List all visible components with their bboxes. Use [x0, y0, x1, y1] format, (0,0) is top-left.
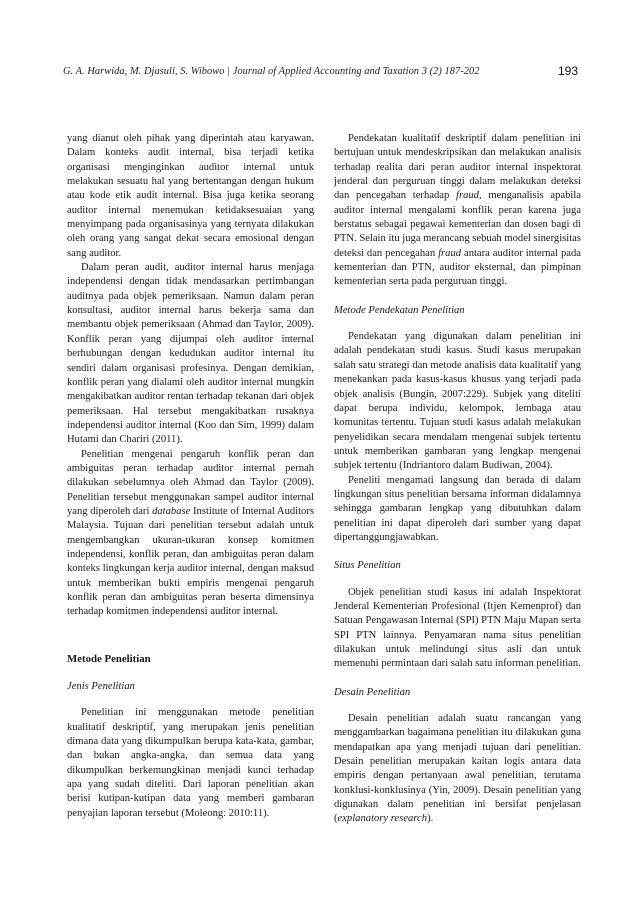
paragraph: yang dianut oleh pihak yang diperintah atau karyawan. Dalam konteks audit internal, bisa terjadi ketika organisasi menginginkan auditor internal untuk melakukan sesuatu hal yang bertentangan dengan hukum atau kode etik audit internal. Bisa juga ketika seorang auditor internal menemukan ketidaksesuaian yang menyimpang pada organisasinya yang ternyata dilakukan oleh orang yang sangat dekat secara emosional dengan sang auditor. — [67, 133, 314, 259]
paragraph: Dalam peran audit, auditor internal harus menjaga independensi dengan tidak mendasarkan pertimbangan auditnya pada objek pemeriksaan. Namun dalam peran konsultasi, auditor internal harus bekerja sama dan membantu objek pemeriksaan (Ahmad dan Taylor, 2009). Konflik peran yang dijumpai oleh auditor internal berhubungan dengan kedudukan auditor internal itu sendiri dalam organisasi profesinya. Dengan demikian, konflik peran yang dialami oleh auditor internal mungkin mengakibatkan auditor rentan terhadap tekanan dari objek pemeriksaan. Hal tersebut mengakibatkan rusaknya independensi auditor internal (Koo dan Sim, 1999) dalam Hutami dan Chariri (2011). — [67, 262, 314, 446]
page-number: 193 — [557, 64, 578, 78]
running-head: G. A. Harwida, M. Djasuli, S. Wibowo | Journal of Applied Accounting and Taxation 3 (2) 187-202 — [63, 66, 480, 77]
paragraph: Peneliti mengamati langsung dan berada di dalam lingkungan situs penelitian bersama informan didalamnya sehingga gambaran lengkap yang dibutuhkan dalam penelitian ini dapat diperoleh dari sumber yang dapat dipertanggungjawabkan. — [334, 474, 581, 543]
paragraph: Pendekatan yang digunakan dalam penelitian ini adalah pendekatan studi kasus. Studi kasus merupakan salah satu strategi dan metode analisis data kualitatif yang menekankan pada kasus-kasus khusus yang terjadi pada objek analisis (Bungin, 2007:229). Subjek yang diteliti dapat berupa individu, kelompok, lembaga atau komunitas tertentu. Tujuan studi kasus adalah melakukan penyelidikan secara mendalam mengenai subjek tertentu untuk memberikan gambaran yang lengkap mengenai subjek tertentu (Indriantoro dalam Budiwan, 2004). — [334, 331, 581, 472]
paragraph: Penelitian mengenai pengaruh konflik peran dan ambiguitas peran terhadap auditor internal pernah dilakukan sebelumnya oleh Ahmad dan Taylor (2009). Penelitian tersebut menggunakan sampel auditor internal yang diperoleh dari database Institute of Internal Auditors Malaysia. Tujuan dari penelitian tersebut adalah untuk mengembangkan ukuran-ukuran konsep komitmen independensi, konflik peran, dan ambiguitas peran dalam konteks lingkungan kerja auditor internal, dengan maksud untuk memberikan bukti empiris mengenai pengaruh konflik peran dan ambiguitas peran beserta dimensinya terhadap komitmen independensi auditor internal. — [67, 448, 314, 618]
paragraph: Penelitian ini menggunakan metode penelitian kualitatif deskriptif, yang merupakan jenis penelitian dimana data yang dikumpulkan berupa kata-kata, gambar, dan bukan angka-angka, dan semua data yang dikumpulkan berkemungkinan menjadi kunci terhadap apa yang sudah diteliti. Dari laporan penelitian akan berisi kutipan-kutipan data yang memberi gambaran penyajian laporan tersebut (Moleong: 2010:11). — [67, 707, 314, 819]
paragraph: Pendekatan kualitatif deskriptif dalam penelitian ini bertujuan untuk mendeskripsikan dan melakukan analisis terhadap realita dari peran auditor internal inspektorat jenderal dan perguruan tinggi dalam melakukan deteksi dan pencegahan terhadap fraud, menganalisis apabila auditor internal mengalami konflik peran karena juga berstatus sebagai pegawai kementerian dan dosen bagi di PTN. Selain itu juga merancang sebuah model sinergisitas deteksi dan pencegahan fraud antara auditor internal pada kementerian dan PTN, auditor eksternal, dan pimpinan kementerian serta pada perguruan tinggi. — [334, 133, 582, 288]
section-heading: Metode Penelitian — [67, 652, 151, 665]
emphasis: fraud — [438, 247, 462, 259]
right-column — [334, 132, 581, 827]
emphasis: explanatory research — [337, 813, 428, 825]
paragraph: Objek penelitian studi kasus ini adalah Inspektorat Jenderal Kementerian Profesional (Itjen Kemenprof) dan Satuan Pengawasan Internal (SPI) PTN Maju Mapan serta SPI PTN lainnya. Penyamaran nama situs penelitian dilakukan untuk melindungi situs asli dan untuk memenuhi permintaan dari salah satu informan penelitian. — [334, 586, 581, 670]
emphasis: fraud — [456, 190, 479, 202]
left-column — [67, 132, 314, 821]
subsection-heading: Jenis Penelitian — [67, 681, 135, 693]
subsection-heading: Metode Pendekatan Penelitian — [334, 304, 465, 316]
paragraph: Desain penelitian adalah suatu rancangan yang menggambarkan bagaimana penelitian itu dilakukan guna mendapatkan apa yang menjadi tujuan dari penelitian. Desain penelitian merupakan kaitan logis antara data empiris dengan pertanyaan awal penelitian, terutama konklusi-konklusinya (Yin, 2009). Desain penelitian yang digunakan dalam penelitian ini bersifat penjelasan (explanatory research). — [334, 713, 581, 825]
subsection-heading: Desain Penelitian — [334, 686, 411, 698]
emphasis: database — [152, 505, 191, 517]
running-header — [0, 66, 638, 84]
subsection-heading: Situs Penelitian — [334, 560, 401, 572]
